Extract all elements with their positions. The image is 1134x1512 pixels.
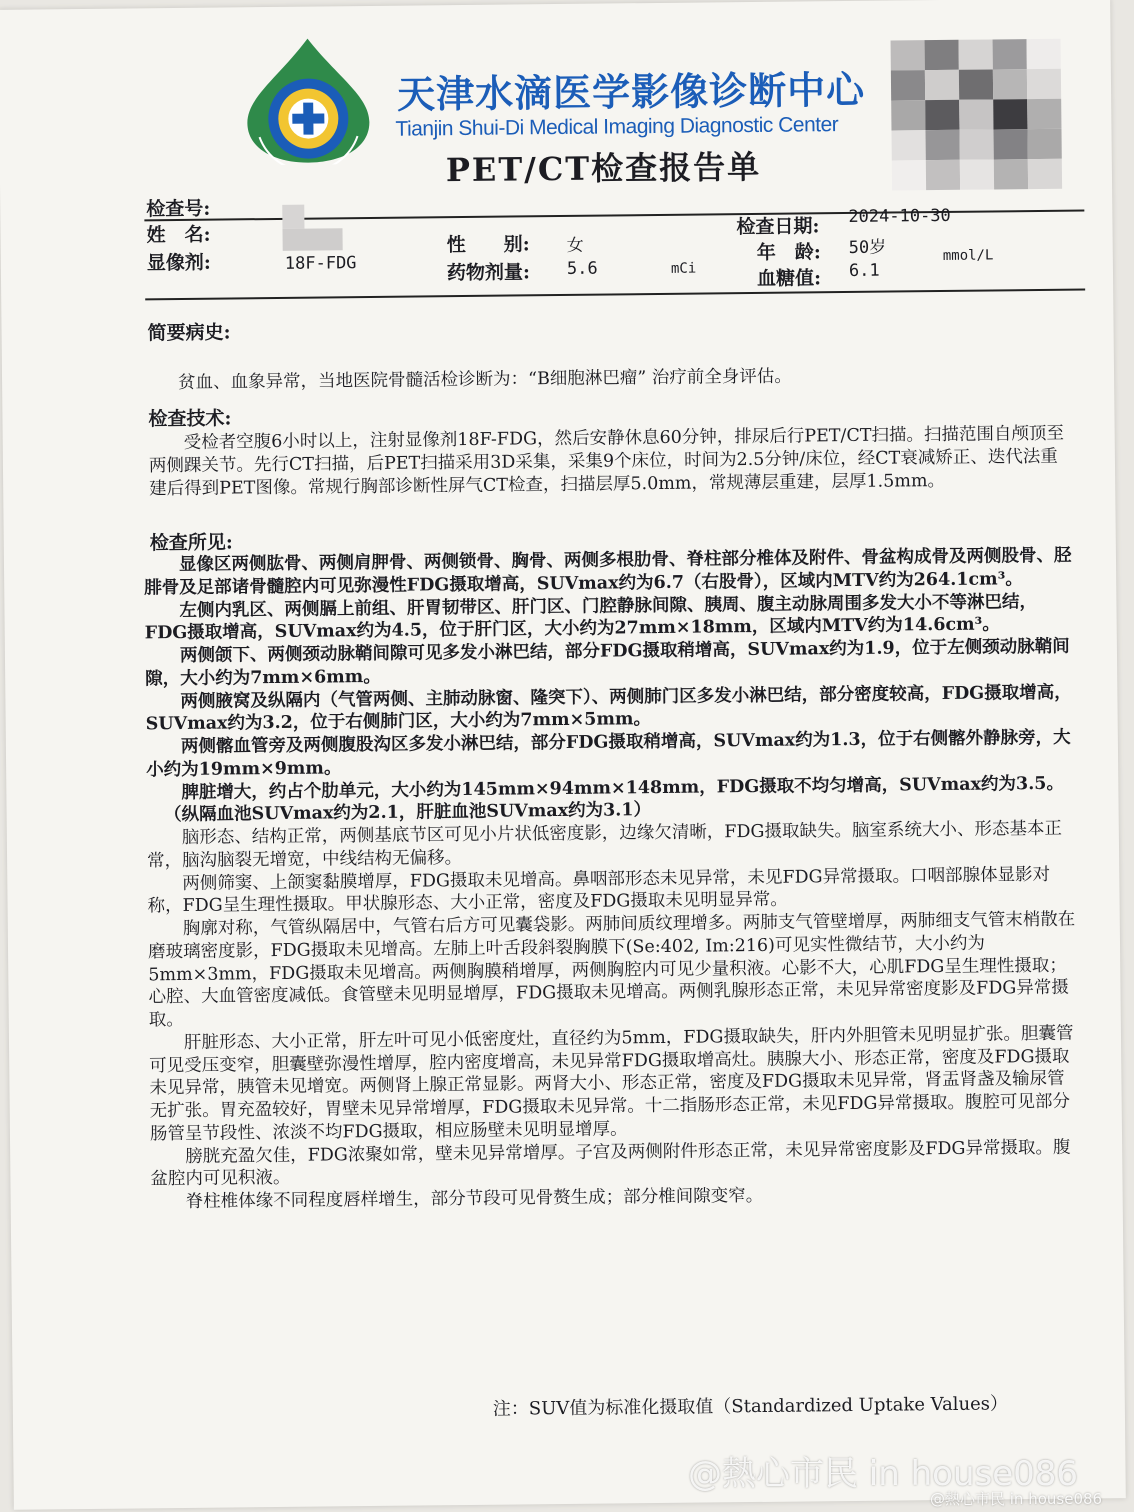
redacted-exam-no [282, 205, 304, 229]
finding-pelvis: 膀胱充盈欠佳，FDG浓聚如常，壁未见异常增厚。子宫及两侧附件形态正常，未见异常密度影及FDG异常摄取。腹盆腔内可见积液。 [150, 1137, 1071, 1190]
finding-blood-pool: （纵隔血池SUVmax约为2.1，肝脏血池SUVmax约为3.1） [164, 800, 652, 826]
center-name-cn: 天津水滴医学影像诊断中心 [396, 67, 866, 117]
sex-value: 女 [566, 235, 584, 256]
history-text: 贫血、血象异常，当地医院骨髓活检诊断为：“B细胞淋巴瘤” 治疗前全身评估。 [177, 366, 792, 393]
glucose-label: 血糖值: [756, 267, 822, 290]
suv-note: 注：SUV值为标准化摄取值（Standardized Uptake Values） [492, 1393, 1009, 1420]
exam-date-value: 2024-10-30 [848, 205, 951, 227]
center-logo-icon [238, 36, 377, 165]
finding-spleen: 脾脏增大，约占个肋单元，大小约为145mm×94mm×148mm，FDG摄取不均匀增高，SUVmax约为3.5。 [181, 773, 1065, 803]
exam-no-label: 检查号: [146, 197, 211, 221]
technique-heading: 检查技术: [148, 407, 232, 431]
findings-heading: 检查所见: [149, 531, 233, 555]
age-value: 50岁 [848, 237, 887, 258]
finding-brain: 脑形态、结构正常，两侧基底节区可见小片状低密度影，边缘欠清晰，FDG摄取缺失。脑室系统大小、形态基本正常，脑沟脑裂无增宽，中线结构无偏移。 [146, 818, 1063, 872]
dose-unit: mCi [670, 260, 697, 277]
watermark-small: @熱心市民 in house086 [930, 1490, 1103, 1508]
name-label: 姓 名: [146, 223, 211, 247]
finding-pelvic-nodes: 两侧髂血管旁及两侧腹股沟区多发小淋巴结，部分FDG摄取稍增高，SUVmax约为1.3，位于右侧髂外静脉旁，大小约为19mm×9mm。 [146, 727, 1071, 781]
tracer-label: 显像剂: [146, 251, 211, 275]
tracer-value: 18F-FDG [284, 253, 357, 274]
finding-neck-nodes: 两侧颌下、两侧颈动脉鞘间隙可见多发小淋巴结，部分FDG摄取稍增高，SUVmax约为1.9，位于左侧颈动脉鞘间隙，大小约为7mm×6mm。 [145, 636, 1070, 690]
finding-bone-marrow: 显像区两侧肱骨、两侧肩胛骨、两侧锁骨、胸骨、两侧多根肋骨、脊柱部分椎体及附件、骨盆构成骨及两侧股骨、胫腓骨及足部诸骨髓腔内可见弥漫性FDG摄取增高，SUVmax约为6.7（右股骨），区域内MTV约为264.1cm³。 [144, 545, 1072, 599]
center-name-en: Tianjin Shui-Di Medical Imaging Diagnostic Center [395, 113, 839, 141]
finding-head-neck: 两侧筛窦、上颌窦黏膜增厚，FDG摄取未见增高。鼻咽部形态未见异常，未见FDG异常摄取。口咽部腺体显影对称，FDG呈生理性摄取。甲状腺形态、大小正常，密度及FDG摄取未见明显异常。 [147, 864, 1051, 917]
technique-paragraph: 受检者空腹6小时以上，注射显像剂18F-FDG，然后安静休息60分钟，排尿后行PET/CT扫描。扫描范围自颅顶至两侧踝关节。先行CT扫描，后PET扫描采用3D采集，采集9个床位，时间为2.5分钟/床位，经CT衰减矫正、迭代法重建后得到PET图像。常规行胸部诊断性屏气CT检查，扫描层厚5.0mm，常规薄层重建，层厚1.5mm。 [148, 423, 1065, 499]
report-title: PET/CT检查报告单 [445, 147, 762, 190]
technique-text [149, 423, 1074, 501]
watermark-main: @熱心市民 in house086 [688, 1454, 1079, 1494]
finding-spine: 脊柱椎体缘不同程度唇样增生，部分节段可见骨赘生成；部分椎间隙变窄。 [185, 1185, 764, 1212]
glucose-unit: mmol/L [942, 247, 994, 264]
finding-mediastinal-nodes: 两侧腋窝及纵隔内（气管两侧、主肺动脉窗、隆突下）、两侧肺门区多发小淋巴结，部分密度较高，FDG摄取增高，SUVmax约为3.2，位于右侧肺门区，大小约为7mm×5mm。 [145, 682, 1072, 735]
finding-abdomen: 肝脏形态、大小正常，肝左叶可见小低密度灶，直径约为5mm，FDG摄取缺失，肝内外胆管未见明显扩张。胆囊管可见受压变窄，胆囊壁弥漫性增厚，腔内密度增高，未见异常FDG摄取增高灶。胰腺大小、形态正常，密度及FDG摄取未见异常，胰管未见增宽。两侧肾上腺正常显影。两肾大小、形态正常，密度及FDG摄取未见异常，肾盂肾盏及输尿管无扩张。胃充盈较好，胃壁未见异常增厚，FDG摄取未见异常。十二指肠形态正常，未见FDG异常摄取。腹腔可见部分肠管呈节段性、浓淡不均FDG摄取，相应肠壁未见明显增厚。 [149, 1023, 1074, 1145]
finding-chest: 胸廓对称，气管纵隔居中，气管右后方可见囊袋影。两肺间质纹理增多。两肺支气管壁增厚，两肺细支气管末梢散在磨玻璃密度影，FDG摄取未见增高。左肺上叶舌段斜裂胸膜下(Se:402, Im:216)可见实性微结节，大小约为5mm×3mm，FDG摄取未见增高。两侧胸膜稍增厚，两侧胸腔内可见少量积液。心影不大，心肌FDG呈生理性摄取；心腔、大血管密度减低。食管壁未见明显增厚，FDG摄取未见增高。两侧乳腺形态正常，未见异常密度影及FDG异常摄取。 [147, 909, 1076, 1031]
finding-abdominal-nodes: 左侧内乳区、两侧膈上前组、肝胃韧带区、肝门区、门腔静脉间隙、胰周、腹主动脉周围多发大小不等淋巴结，FDG摄取增高，SUVmax约为4.5，位于肝门区，大小约为27mm×18mm，区域内MTV约为14.6cm³。 [144, 591, 1038, 644]
findings-body [144, 545, 1081, 1214]
exam-date-label: 检查日期: [736, 215, 820, 239]
history-heading: 简要病史: [147, 321, 231, 345]
glucose-value: 6.1 [848, 260, 880, 281]
redacted-name [282, 228, 342, 251]
age-label: 年 龄: [756, 241, 821, 264]
dose-label: 药物剂量: [446, 261, 531, 285]
dose-value: 5.6 [566, 258, 598, 279]
header-divider-bottom [145, 288, 1085, 300]
sex-label: 性 别: [446, 233, 530, 257]
redacted-mosaic [891, 39, 1063, 191]
